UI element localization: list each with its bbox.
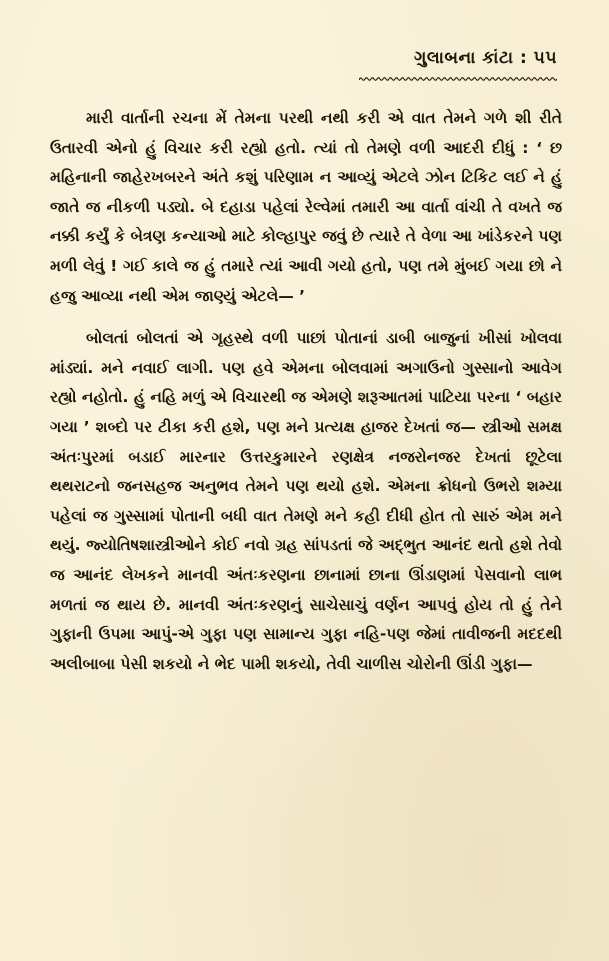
running-title: ગુલાબના કાંટા : ૫૫ [413, 48, 557, 68]
wavy-rule-ornament [359, 75, 557, 83]
page-header [359, 48, 557, 87]
page-body [50, 104, 562, 679]
paragraph-1: મારી વાર્તાની રચના મેં તેમના પરથી નથી કરી એ વાત તેમને ગળે શી રીતે ઉતારવી એનો હું વિચાર કરી રહ્યો હતો. ત્યાં તો તેમણે વળી આદરી દીધું : ‘ છ મહિનાની જાહેરખબરને અંતે કશું પરિણામ ન આવ્યું એટલે ઝોન ટિકિટ લઈ ને હું જાતે જ નીકળી પડ્યો. બે દહાડા પહેલાં રેલ્વેમાં તમારી આ વાર્તા વાંચી તે વખતે જ નક્કી કર્યું કે બેત્રણ કન્યાઓ માટે કોલ્હાપુર જવું છે ત્યારે તે વેળા આ ખાંડેકરને પણ મળી લેવું ! ગઈ કાલે જ હું તમારે ત્યાં આવી ગયો હતો, પણ તમે મુંબઈ ગયા છો ને હજુ આવ્યા નથી એમ જાણ્યું એટલે— ’ [50, 109, 562, 305]
paragraph-2: બોલતાં બોલતાં એ ગૃહસ્થે વળી પાછાં પોતાનાં ડાબી બાજુનાં ખીસાં ખોલવા માંડ્યાં. મને નવાઈ લાગી. પણ હવે એમના બોલવામાં અગાઉનો ગુસ્સાનો આવેગ રહ્યો નહોતો. હું નહિ મળું એ વિચારથી જ એમણે શરૂઆતમાં પાટિયા પરના ‘ બહાર ગયા ’ શબ્દો પર ટીકા કરી હશે, પણ મને પ્રત્યક્ષ હાજર દેખતાં જ— સ્ત્રીઓ સમક્ષ અંતઃપુરમાં બડાઈ મારનાર ઉત્તરકુમારને રણક્ષેત્ર નજરોનજર દેખતાં છૂટેલા થથરાટનો જનસહજ અનુભવ તેમને પણ થયો હશે. એમના ક્રોધનો ઉભરો શમ્યા પહેલાં જ ગુસ્સામાં પોતાની બધી વાત તેમણે મને કહી દીધી હોત તો સારું એમ મને થયું. જ્યોતિષશાસ્ત્રીઓને કોઈ નવો ગ્રહ સાંપડતાં જે અદ્ભુત આનંદ થતો હશે તેવો જ આનંદ લેખકને માનવી અંતઃકરણના છાનામાં છાના ઊંડાણમાં પેસવાનો લાભ મળતાં જ થાય છે. માનવી અંતઃકરણનું સાચેસાચું વર્ણન આપવું હોય તો હું તેને ગુફાની ઉપમા આપું-એ ગુફા પણ સામાન્ય ગુફા નહિ-પણ જેમાં તાવીજની મદદથી અલીબાબા પેસી શકયો ને ભેદ પામી શકયો, તેવી ચાળીસ ચોરોની ઊંડી ગુફા— [50, 329, 562, 673]
